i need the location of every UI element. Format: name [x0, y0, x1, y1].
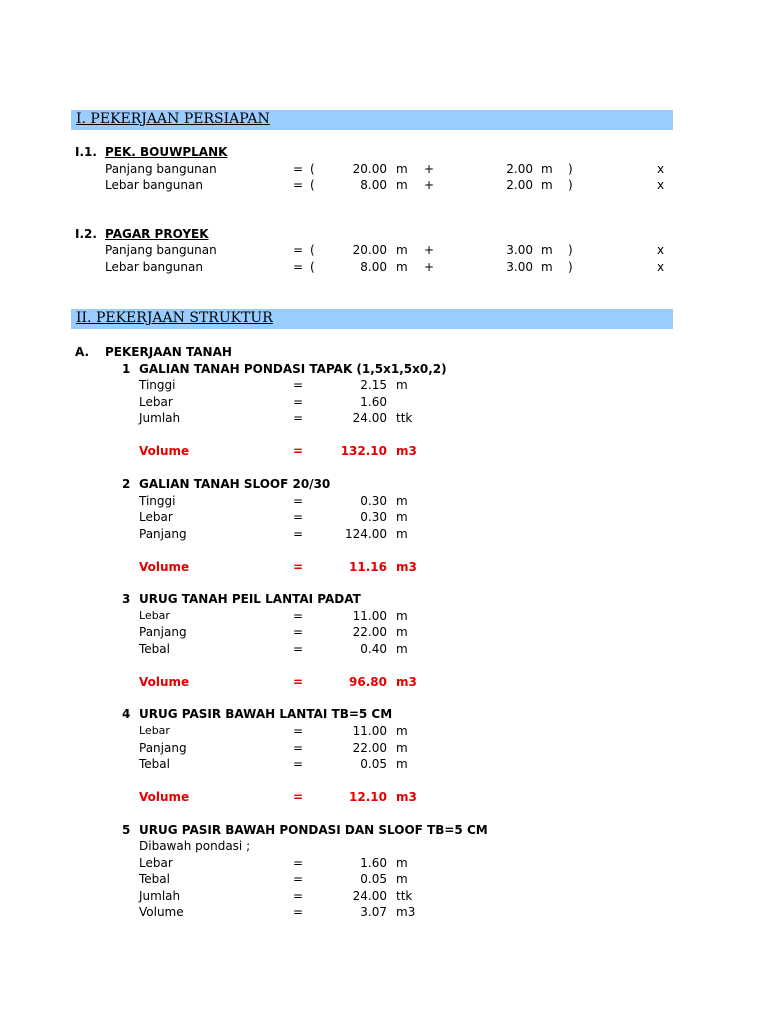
- row-value: 1.60: [360, 395, 387, 409]
- section-title: II. PEKERJAAN STRUKTUR: [76, 310, 273, 326]
- row-value: 3.07: [360, 905, 387, 919]
- equals-sign: =: [293, 560, 304, 574]
- row-label: Tinggi: [139, 494, 176, 508]
- equals-sign: =: [293, 411, 304, 425]
- value-1: 8.00: [360, 178, 387, 192]
- row-label: Lebar bangunan: [105, 260, 203, 274]
- equals-sign: =: [293, 510, 304, 524]
- row-unit: m: [396, 856, 408, 870]
- equals-sign: =: [293, 642, 304, 656]
- equals-sign: =: [293, 856, 304, 870]
- value-2: 2.00: [506, 178, 533, 192]
- group-title: PEKERJAAN TANAH: [105, 345, 232, 359]
- row-value: 0.40: [360, 642, 387, 656]
- row-label: Panjang: [139, 741, 187, 755]
- volume-value: 96.80: [349, 675, 387, 689]
- row-label: Lebar: [139, 724, 170, 737]
- section-header-struktur: [71, 309, 673, 329]
- open-paren: (: [310, 162, 315, 176]
- row-unit: m: [396, 494, 408, 508]
- row-label: Lebar bangunan: [105, 178, 203, 192]
- section-title: I. PEKERJAAN PERSIAPAN: [76, 111, 270, 127]
- close-paren: ): [568, 260, 573, 274]
- row-unit: m: [396, 378, 408, 392]
- value-2: 3.00: [506, 243, 533, 257]
- equals-sign: =: [293, 741, 304, 755]
- value-1: 20.00: [352, 162, 387, 176]
- equals-sign: =: [293, 872, 304, 886]
- row-unit: m: [396, 642, 408, 656]
- unit-2: m: [541, 260, 553, 274]
- row-label: Lebar: [139, 510, 173, 524]
- volume-unit: m3: [396, 560, 417, 574]
- row-unit: ttk: [396, 411, 413, 425]
- item-title: URUG PASIR BAWAH PONDASI DAN SLOOF TB=5 CM: [139, 823, 488, 837]
- unit-1: m: [396, 162, 408, 176]
- equals-sign: =: [293, 243, 304, 257]
- row-label: Lebar: [139, 395, 173, 409]
- row-label: Tebal: [139, 872, 170, 886]
- equals-sign: =: [293, 724, 304, 738]
- item-number: 4: [122, 707, 131, 721]
- unit-1: m: [396, 178, 408, 192]
- volume-label: Volume: [139, 790, 190, 804]
- row-label: Lebar: [139, 609, 170, 622]
- multiply-sign: x: [657, 243, 665, 257]
- row-value: 2.15: [360, 378, 387, 392]
- row-unit: m3: [396, 905, 416, 919]
- equals-sign: =: [293, 395, 304, 409]
- row-value: 0.05: [360, 757, 387, 771]
- row-unit: m: [396, 609, 408, 623]
- section-header-persiapan: [71, 110, 673, 130]
- row-value: 0.30: [360, 510, 387, 524]
- row-value: 22.00: [352, 625, 387, 639]
- equals-sign: =: [293, 260, 304, 274]
- item-number: 2: [122, 477, 131, 491]
- unit-2: m: [541, 243, 553, 257]
- equals-sign: =: [293, 609, 304, 623]
- item-title: GALIAN TANAH PONDASI TAPAK (1,5x1,5x0,2): [139, 362, 447, 376]
- row-label: Jumlah: [139, 889, 181, 903]
- volume-value: 11.16: [349, 560, 387, 574]
- multiply-sign: x: [657, 260, 665, 274]
- row-label: Panjang bangunan: [105, 162, 217, 176]
- row-label: Tebal: [139, 757, 170, 771]
- unit-1: m: [396, 260, 408, 274]
- subsection-number: I.2.: [75, 227, 97, 241]
- open-paren: (: [310, 243, 315, 257]
- plus-sign: +: [424, 260, 435, 274]
- row-value: 124.00: [345, 527, 387, 541]
- multiply-sign: x: [657, 162, 665, 176]
- row-unit: m: [396, 510, 408, 524]
- row-value: 1.60: [360, 856, 387, 870]
- subsection-title: PEK. BOUWPLANK: [105, 145, 228, 159]
- equals-sign: =: [293, 494, 304, 508]
- item-number: 3: [122, 592, 131, 606]
- open-paren: (: [310, 178, 315, 192]
- row-label: Lebar: [139, 856, 173, 870]
- volume-value: 12.10: [349, 790, 387, 804]
- equals-sign: =: [293, 527, 304, 541]
- row-unit: ttk: [396, 889, 413, 903]
- multiply-sign: x: [657, 178, 665, 192]
- subsection-number: I.1.: [75, 145, 97, 159]
- volume-unit: m3: [396, 444, 417, 458]
- value-2: 2.00: [506, 162, 533, 176]
- volume-label: Volume: [139, 444, 190, 458]
- volume-label: Volume: [139, 560, 190, 574]
- equals-sign: =: [293, 378, 304, 392]
- row-unit: m: [396, 872, 408, 886]
- volume-value: 132.10: [340, 444, 387, 458]
- open-paren: (: [310, 260, 315, 274]
- close-paren: ): [568, 178, 573, 192]
- equals-sign: =: [293, 675, 304, 689]
- row-unit: m: [396, 527, 408, 541]
- plus-sign: +: [424, 178, 435, 192]
- row-value: 11.00: [352, 724, 387, 738]
- item-title: URUG TANAH PEIL LANTAI PADAT: [139, 592, 361, 606]
- equals-sign: =: [293, 178, 304, 192]
- item-subtitle: Dibawah pondasi ;: [139, 839, 251, 853]
- equals-sign: =: [293, 625, 304, 639]
- group-letter: A.: [75, 345, 90, 359]
- row-value: 24.00: [352, 411, 387, 425]
- equals-sign: =: [293, 889, 304, 903]
- row-value: 24.00: [352, 889, 387, 903]
- row-label: Tebal: [139, 642, 170, 656]
- equals-sign: =: [293, 790, 304, 804]
- item-number: 5: [122, 823, 131, 837]
- item-title: GALIAN TANAH SLOOF 20/30: [139, 477, 331, 491]
- row-label: Panjang: [139, 625, 187, 639]
- item-title: URUG PASIR BAWAH LANTAI TB=5 CM: [139, 707, 393, 721]
- plus-sign: +: [424, 162, 435, 176]
- unit-1: m: [396, 243, 408, 257]
- unit-2: m: [541, 162, 553, 176]
- row-unit: m: [396, 724, 408, 738]
- row-unit: m: [396, 741, 408, 755]
- row-value: 0.30: [360, 494, 387, 508]
- plus-sign: +: [424, 243, 435, 257]
- row-label: Tinggi: [139, 378, 176, 392]
- value-1: 8.00: [360, 260, 387, 274]
- row-unit: m: [396, 625, 408, 639]
- close-paren: ): [568, 243, 573, 257]
- volume-label: Volume: [139, 675, 190, 689]
- close-paren: ): [568, 162, 573, 176]
- row-label: Panjang bangunan: [105, 243, 217, 257]
- volume-unit: m3: [396, 675, 417, 689]
- equals-sign: =: [293, 444, 304, 458]
- unit-2: m: [541, 178, 553, 192]
- row-value: 22.00: [352, 741, 387, 755]
- item-number: 1: [122, 362, 131, 376]
- subsection-title: PAGAR PROYEK: [105, 227, 209, 241]
- row-unit: m: [396, 757, 408, 771]
- volume-unit: m3: [396, 790, 417, 804]
- row-label: Jumlah: [139, 411, 181, 425]
- value-2: 3.00: [506, 260, 533, 274]
- equals-sign: =: [293, 162, 304, 176]
- row-label: Volume: [139, 905, 184, 919]
- value-1: 20.00: [352, 243, 387, 257]
- equals-sign: =: [293, 905, 304, 919]
- row-value: 11.00: [352, 609, 387, 623]
- row-value: 0.05: [360, 872, 387, 886]
- equals-sign: =: [293, 757, 304, 771]
- row-label: Panjang: [139, 527, 187, 541]
